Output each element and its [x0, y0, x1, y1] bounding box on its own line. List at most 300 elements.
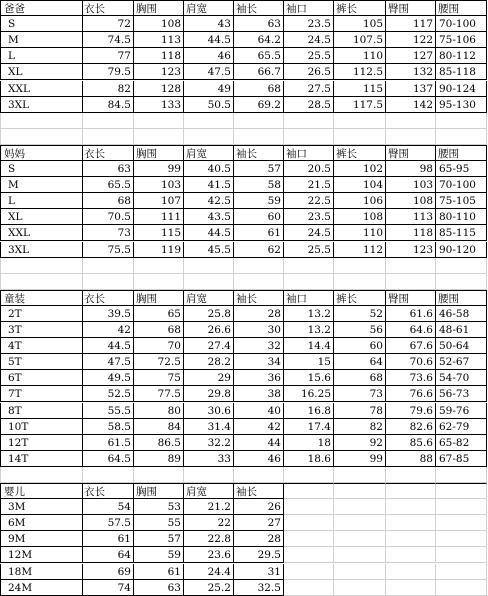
section-title: 爸爸	[0, 0, 83, 16]
measure-cell: 61.5	[82, 435, 134, 451]
measure-cell: 23.5	[284, 209, 334, 225]
measure-cell: 26.5	[284, 64, 334, 80]
measure-cell: 41.5	[184, 177, 234, 193]
empty-cell	[386, 515, 436, 531]
measure-cell: 46	[184, 48, 234, 64]
size-label: 3XL	[0, 97, 83, 113]
measure-cell: 57	[234, 161, 284, 177]
measure-cell: 27	[234, 515, 284, 531]
empty-cell	[436, 564, 487, 580]
empty-cell	[386, 564, 436, 580]
measure-cell: 16.8	[284, 403, 334, 419]
measure-cell: 26	[234, 499, 284, 515]
measure-cell: 103	[134, 177, 184, 193]
table-row	[0, 161, 488, 177]
size-label: S	[0, 161, 83, 177]
empty-cell	[134, 467, 184, 483]
measure-cell: 58	[234, 177, 284, 193]
measure-cell: 42.5	[184, 193, 234, 209]
size-label: 4T	[0, 338, 83, 354]
measure-cell: 59	[234, 193, 284, 209]
empty-cell	[386, 258, 436, 274]
empty-cell	[0, 467, 83, 483]
table-row	[0, 451, 488, 467]
measure-cell: 133	[134, 97, 184, 113]
measure-cell: 73.6	[386, 370, 436, 386]
size-label: 10T	[0, 419, 83, 435]
measure-cell: 60	[234, 209, 284, 225]
measure-cell: 59	[134, 547, 184, 563]
measure-cell: 64.2	[234, 32, 284, 48]
column-header: 腰围	[436, 0, 487, 16]
measure-cell: 90-120	[436, 242, 487, 258]
empty-cell	[334, 129, 386, 145]
measure-cell: 112.5	[334, 64, 386, 80]
measure-cell: 68	[82, 193, 134, 209]
measure-cell: 28.5	[284, 97, 334, 113]
measure-cell: 80-112	[436, 48, 487, 64]
empty-cell	[436, 531, 487, 547]
section-header-row	[0, 483, 488, 499]
size-label: 24M	[0, 580, 83, 596]
measure-cell: 21.5	[284, 177, 334, 193]
measure-cell: 67-85	[436, 451, 487, 467]
empty-cell	[0, 258, 83, 274]
measure-cell: 77.5	[134, 386, 184, 402]
empty-cell	[436, 258, 487, 274]
empty-cell	[436, 129, 487, 145]
table-row	[0, 32, 488, 48]
measure-cell: 61	[234, 225, 284, 241]
empty-cell	[386, 274, 436, 290]
measure-cell: 55.5	[82, 403, 134, 419]
table-row	[0, 547, 488, 563]
empty-cell	[134, 258, 184, 274]
table-row	[0, 386, 488, 402]
table-row	[0, 177, 488, 193]
column-header: 肩宽	[184, 0, 234, 16]
measure-cell: 89	[134, 451, 184, 467]
table-row	[0, 580, 488, 596]
measure-cell: 75-106	[436, 32, 487, 48]
measure-cell: 22.8	[184, 531, 234, 547]
column-header: 臀围	[386, 145, 436, 161]
table-row	[0, 435, 488, 451]
measure-cell: 59-76	[436, 403, 487, 419]
empty-cell	[436, 483, 487, 499]
measure-cell: 44.5	[82, 338, 134, 354]
measure-cell: 98	[386, 161, 436, 177]
empty-cell	[386, 483, 436, 499]
measure-cell: 30	[234, 322, 284, 338]
measure-cell: 46	[234, 451, 284, 467]
empty-cell	[386, 467, 436, 483]
measure-cell: 107	[134, 193, 184, 209]
measure-cell: 33	[184, 451, 234, 467]
measure-cell: 67.6	[386, 338, 436, 354]
measure-cell: 43.5	[184, 209, 234, 225]
empty-cell	[82, 129, 134, 145]
measure-cell: 70-100	[436, 177, 487, 193]
measure-cell: 15	[284, 354, 334, 370]
size-label: 3T	[0, 322, 83, 338]
section-header-row	[0, 290, 488, 306]
column-header: 肩宽	[184, 145, 234, 161]
column-header: 胸围	[134, 145, 184, 161]
measure-cell: 72.5	[134, 354, 184, 370]
table-row	[0, 242, 488, 258]
size-label: 6T	[0, 370, 83, 386]
empty-cell	[234, 467, 284, 483]
measure-cell: 103	[386, 177, 436, 193]
measure-cell: 62	[234, 242, 284, 258]
empty-cell	[386, 499, 436, 515]
empty-cell	[234, 129, 284, 145]
empty-cell	[436, 499, 487, 515]
table-row	[0, 531, 488, 547]
size-label: 3M	[0, 499, 83, 515]
measure-cell: 42	[234, 419, 284, 435]
measure-cell: 85.6	[386, 435, 436, 451]
measure-cell: 115	[334, 81, 386, 97]
size-label: XL	[0, 64, 83, 80]
measure-cell: 63	[134, 580, 184, 596]
spacer-row	[0, 113, 488, 129]
measure-cell: 27.4	[184, 338, 234, 354]
empty-cell	[234, 113, 284, 129]
empty-cell	[82, 467, 134, 483]
measure-cell: 28	[234, 531, 284, 547]
measure-cell: 73	[334, 386, 386, 402]
measure-cell: 65	[134, 306, 184, 322]
measure-cell: 52	[334, 306, 386, 322]
size-label: 18M	[0, 564, 83, 580]
measure-cell: 75	[134, 370, 184, 386]
size-label: 6M	[0, 515, 83, 531]
empty-cell	[184, 467, 234, 483]
empty-cell	[82, 113, 134, 129]
measure-cell: 70.5	[82, 209, 134, 225]
measure-cell: 75-105	[436, 193, 487, 209]
measure-cell: 108	[134, 16, 184, 32]
table-row	[0, 16, 488, 32]
measure-cell: 102	[334, 161, 386, 177]
measure-cell: 75.5	[82, 242, 134, 258]
section-title: 童装	[0, 290, 83, 306]
measure-cell: 65-95	[436, 161, 487, 177]
spacer-row	[0, 258, 488, 274]
column-header: 袖长	[234, 483, 284, 499]
empty-cell	[134, 113, 184, 129]
size-label: XXL	[0, 81, 83, 97]
measure-cell: 88	[386, 451, 436, 467]
empty-cell	[436, 580, 487, 596]
size-label: S	[0, 16, 83, 32]
measure-cell: 68	[234, 81, 284, 97]
empty-cell	[436, 515, 487, 531]
table-row	[0, 209, 488, 225]
measure-cell: 82.6	[386, 419, 436, 435]
table-row	[0, 370, 488, 386]
spacer-row	[0, 274, 488, 290]
empty-cell	[436, 113, 487, 129]
measure-cell: 40.5	[184, 161, 234, 177]
empty-cell	[134, 274, 184, 290]
measure-cell: 61	[82, 531, 134, 547]
table-row	[0, 338, 488, 354]
measure-cell: 86.5	[134, 435, 184, 451]
measure-cell: 78	[334, 403, 386, 419]
empty-cell	[0, 129, 83, 145]
empty-cell	[284, 113, 334, 129]
column-header: 袖口	[284, 0, 334, 16]
measure-cell: 52-67	[436, 354, 487, 370]
measure-cell: 18	[284, 435, 334, 451]
column-header: 袖长	[234, 0, 284, 16]
measure-cell: 27.5	[284, 81, 334, 97]
measure-cell: 70	[134, 338, 184, 354]
measure-cell: 34	[234, 354, 284, 370]
table-row	[0, 354, 488, 370]
measure-cell: 53	[134, 499, 184, 515]
measure-cell: 99	[334, 451, 386, 467]
column-header: 腰围	[436, 145, 487, 161]
measure-cell: 85-118	[436, 64, 487, 80]
empty-cell	[284, 258, 334, 274]
measure-cell: 40	[234, 403, 284, 419]
empty-cell	[82, 274, 134, 290]
measure-cell: 64	[82, 547, 134, 563]
measure-cell: 66.7	[234, 64, 284, 80]
table-row	[0, 81, 488, 97]
table-row	[0, 97, 488, 113]
table-row	[0, 419, 488, 435]
measure-cell: 16.25	[284, 386, 334, 402]
measure-cell: 45.5	[184, 242, 234, 258]
column-header: 腰围	[436, 290, 487, 306]
measure-cell: 48-61	[436, 322, 487, 338]
empty-cell	[436, 547, 487, 563]
empty-cell	[436, 274, 487, 290]
column-header: 肩宽	[184, 483, 234, 499]
size-label: 9M	[0, 531, 83, 547]
measure-cell: 82	[334, 419, 386, 435]
measure-cell: 72	[82, 16, 134, 32]
empty-cell	[334, 274, 386, 290]
measure-cell: 36	[234, 370, 284, 386]
column-header: 臀围	[386, 0, 436, 16]
column-header: 袖长	[234, 290, 284, 306]
column-header: 胸围	[134, 483, 184, 499]
measure-cell: 65.5	[82, 177, 134, 193]
size-label: XXL	[0, 225, 83, 241]
measure-cell: 29.5	[234, 547, 284, 563]
measure-cell: 50.5	[184, 97, 234, 113]
measure-cell: 61	[134, 564, 184, 580]
measure-cell: 54	[82, 499, 134, 515]
measure-cell: 113	[386, 209, 436, 225]
size-label: 8T	[0, 403, 83, 419]
empty-cell	[184, 274, 234, 290]
measure-cell: 18.6	[284, 451, 334, 467]
measure-cell: 70-100	[436, 16, 487, 32]
measure-cell: 22	[184, 515, 234, 531]
empty-cell	[284, 580, 334, 596]
measure-cell: 64.6	[386, 322, 436, 338]
measure-cell: 60	[334, 338, 386, 354]
measure-cell: 61.6	[386, 306, 436, 322]
empty-cell	[436, 467, 487, 483]
measure-cell: 47.5	[184, 64, 234, 80]
measure-cell: 122	[386, 32, 436, 48]
measure-cell: 63	[234, 16, 284, 32]
measure-cell: 95-130	[436, 97, 487, 113]
size-label: L	[0, 193, 83, 209]
measure-cell: 90-124	[436, 81, 487, 97]
spacer-row	[0, 467, 488, 483]
measure-cell: 52.5	[82, 386, 134, 402]
column-header: 裤长	[334, 290, 386, 306]
measure-cell: 13.2	[284, 306, 334, 322]
measure-cell: 118	[134, 48, 184, 64]
size-label: 2T	[0, 306, 83, 322]
measure-cell: 55	[134, 515, 184, 531]
measure-cell: 80	[134, 403, 184, 419]
measure-cell: 43	[184, 16, 234, 32]
empty-cell	[82, 258, 134, 274]
measure-cell: 57	[134, 531, 184, 547]
measure-cell: 28.2	[184, 354, 234, 370]
measure-cell: 25.5	[284, 242, 334, 258]
measure-cell: 108	[334, 209, 386, 225]
empty-cell	[284, 499, 334, 515]
section-header-row	[0, 145, 488, 161]
empty-cell	[334, 515, 386, 531]
table-row	[0, 564, 488, 580]
measure-cell: 25.2	[184, 580, 234, 596]
measure-cell: 79.5	[82, 64, 134, 80]
column-header: 袖口	[284, 145, 334, 161]
empty-cell	[134, 129, 184, 145]
measure-cell: 26.6	[184, 322, 234, 338]
measure-cell: 119	[134, 242, 184, 258]
empty-cell	[334, 564, 386, 580]
empty-cell	[334, 499, 386, 515]
measure-cell: 24.5	[284, 32, 334, 48]
measure-cell: 84	[134, 419, 184, 435]
table-row	[0, 64, 488, 80]
measure-cell: 44.5	[184, 225, 234, 241]
measure-cell: 57.5	[82, 515, 134, 531]
empty-cell	[284, 467, 334, 483]
measure-cell: 44.5	[184, 32, 234, 48]
measure-cell: 69	[82, 564, 134, 580]
empty-cell	[334, 113, 386, 129]
table-row	[0, 403, 488, 419]
measure-cell: 17.4	[284, 419, 334, 435]
empty-cell	[386, 113, 436, 129]
measure-cell: 74.5	[82, 32, 134, 48]
measure-cell: 63	[82, 161, 134, 177]
measure-cell: 49.5	[82, 370, 134, 386]
empty-cell	[334, 547, 386, 563]
measure-cell: 68	[134, 322, 184, 338]
measure-cell: 20.5	[284, 161, 334, 177]
measure-cell: 29.8	[184, 386, 234, 402]
measure-cell: 21.2	[184, 499, 234, 515]
empty-cell	[386, 531, 436, 547]
size-label: 12T	[0, 435, 83, 451]
table-row	[0, 515, 488, 531]
measure-cell: 24.5	[284, 225, 334, 241]
measure-cell: 50-64	[436, 338, 487, 354]
measure-cell: 44	[234, 435, 284, 451]
empty-cell	[386, 580, 436, 596]
table-row	[0, 193, 488, 209]
empty-cell	[0, 113, 83, 129]
column-header: 肩宽	[184, 290, 234, 306]
measure-cell: 30.6	[184, 403, 234, 419]
empty-cell	[284, 547, 334, 563]
measure-cell: 84.5	[82, 97, 134, 113]
spacer-row	[0, 129, 488, 145]
empty-cell	[284, 531, 334, 547]
measure-cell: 99	[134, 161, 184, 177]
measure-cell: 118	[386, 225, 436, 241]
measure-cell: 85-115	[436, 225, 487, 241]
measure-cell: 117.5	[334, 97, 386, 113]
section-title: 妈妈	[0, 145, 83, 161]
measure-cell: 13.2	[284, 322, 334, 338]
measure-cell: 74	[82, 580, 134, 596]
empty-cell	[386, 547, 436, 563]
size-label: M	[0, 177, 83, 193]
measure-cell: 69.2	[234, 97, 284, 113]
column-header: 衣长	[82, 483, 134, 499]
measure-cell: 58.5	[82, 419, 134, 435]
size-label: M	[0, 32, 83, 48]
table-row	[0, 322, 488, 338]
column-header: 袖口	[284, 290, 334, 306]
measure-cell: 24.4	[184, 564, 234, 580]
section-header-row	[0, 0, 488, 16]
size-label: 3XL	[0, 242, 83, 258]
measure-cell: 127	[386, 48, 436, 64]
measure-cell: 80-110	[436, 209, 487, 225]
measure-cell: 106	[334, 193, 386, 209]
empty-cell	[234, 258, 284, 274]
size-label: XL	[0, 209, 83, 225]
measure-cell: 32.2	[184, 435, 234, 451]
measure-cell: 110	[334, 225, 386, 241]
measure-cell: 47.5	[82, 354, 134, 370]
measure-cell: 92	[334, 435, 386, 451]
table-row	[0, 48, 488, 64]
measure-cell: 110	[334, 48, 386, 64]
column-header: 裤长	[334, 0, 386, 16]
measure-cell: 76.6	[386, 386, 436, 402]
measure-cell: 54-70	[436, 370, 487, 386]
measure-cell: 104	[334, 177, 386, 193]
size-label: 5T	[0, 354, 83, 370]
measure-cell: 25.5	[284, 48, 334, 64]
size-label: 7T	[0, 386, 83, 402]
measure-cell: 28	[234, 306, 284, 322]
measure-cell: 65-82	[436, 435, 487, 451]
measure-cell: 70.6	[386, 354, 436, 370]
measure-cell: 111	[134, 209, 184, 225]
measure-cell: 68	[334, 370, 386, 386]
